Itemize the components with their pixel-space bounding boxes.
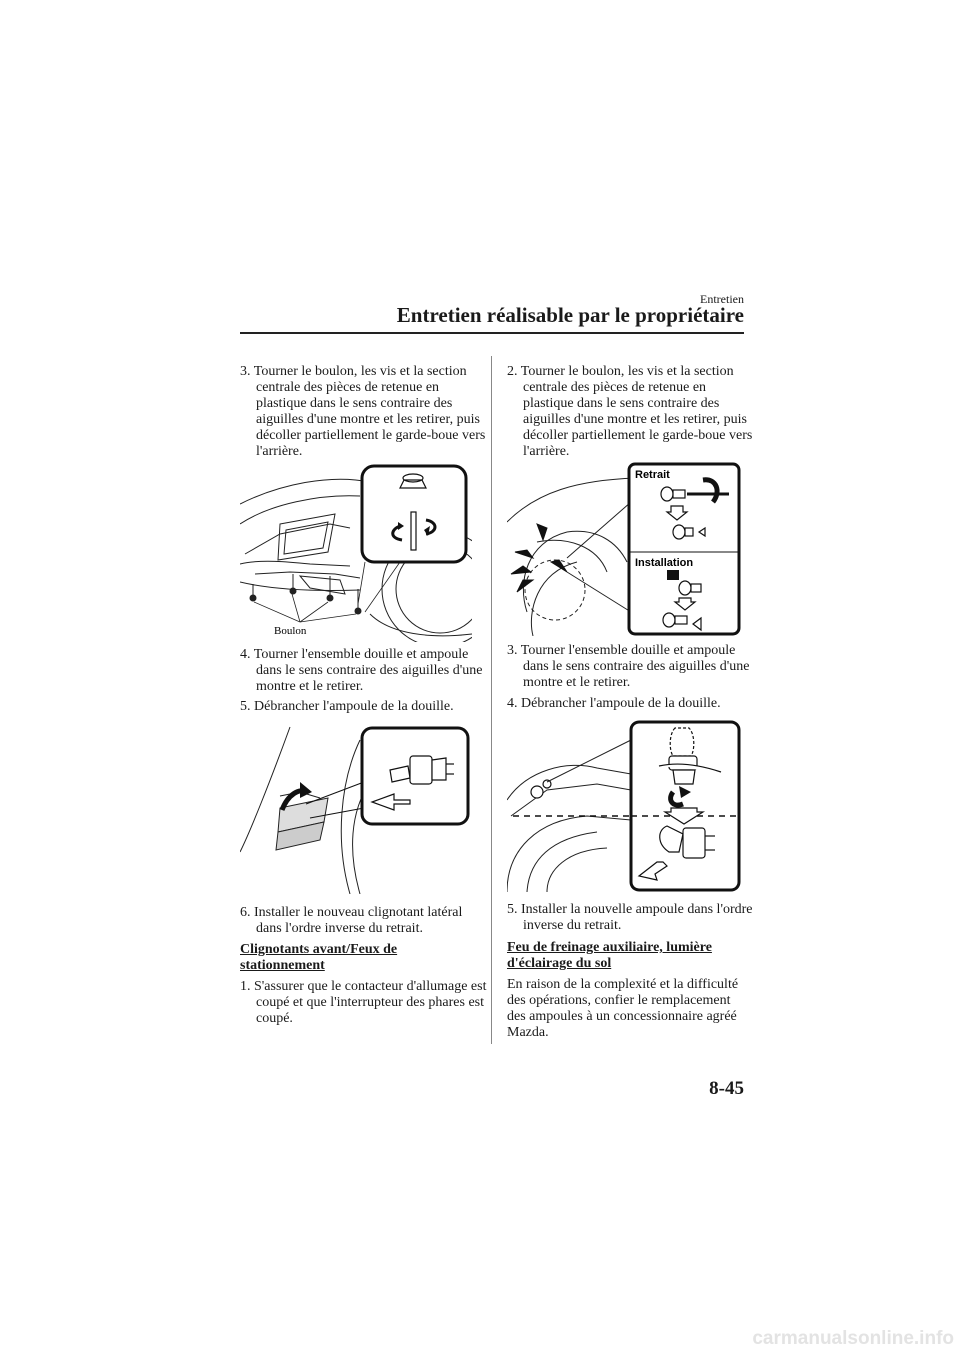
page-title: Entretien réalisable par le propriétaire — [396, 303, 744, 327]
left-step-5: 5. Débrancher l'ampoule de la douille. — [240, 699, 454, 714]
left-heading: Clignotants avant/Feux de stationnement — [240, 942, 398, 973]
figure-front-turn-bulb — [507, 720, 743, 892]
watermark: carmanualsonline.info — [752, 1328, 954, 1349]
left-step-6: 6. Installer le nouveau clignotant latéral dans l'ordre inverse du retrait. — [240, 905, 463, 936]
figure-3-removal-label: Retrait — [635, 469, 670, 481]
figure-fender-clips — [507, 462, 743, 636]
right-step-5: 5. Installer la nouvelle ampoule dans l'ordre inverse du retrait. — [507, 902, 753, 933]
left-step-3: 3. Tourner le boulon, les vis et la section centrale des pièces de retenue en plastique dans le sens contraire des aiguilles d'une montre et les retirer, puis décoller partiellement le garde-boue vers l'arrière. — [240, 364, 486, 459]
page-number: 8-45 — [709, 1078, 744, 1099]
figure-3-install-label: Installation — [635, 557, 694, 569]
right-paragraph: En raison de la complexité et la difficulté des opérations, confier le remplacement des ampoules à un concessionnaire agréé Mazda. — [507, 977, 739, 1040]
left-step-4: 4. Tourner l'ensemble douille et ampoule dans le sens contraire des aiguilles d'une montre et le retirer. — [240, 647, 483, 694]
right-step-3: 3. Tourner l'ensemble douille et ampoule dans le sens contraire des aiguilles d'une montre et le retirer. — [507, 643, 750, 690]
figure-1-label: Boulon — [274, 625, 307, 637]
right-step-4: 4. Débrancher l'ampoule de la douille. — [507, 696, 721, 711]
title-rule — [240, 332, 744, 334]
left-step-1: 1. S'assurer que le contacteur d'allumage est coupé et que l'interrupteur des phares est coupé. — [240, 979, 487, 1026]
section-label: Entretien — [700, 292, 744, 306]
column-divider — [491, 356, 492, 1044]
figure-bumper-bolts — [240, 464, 472, 642]
right-step-2: 2. Tourner le boulon, les vis et la section centrale des pièces de retenue en plastique dans le sens contraire des aiguilles d'une montre et les retirer, puis décoller partiellement le garde-boue vers l'arrière. — [507, 364, 753, 459]
right-heading: Feu de freinage auxiliaire, lumière d'éclairage du sol — [507, 940, 712, 971]
figure-side-marker — [240, 722, 472, 894]
